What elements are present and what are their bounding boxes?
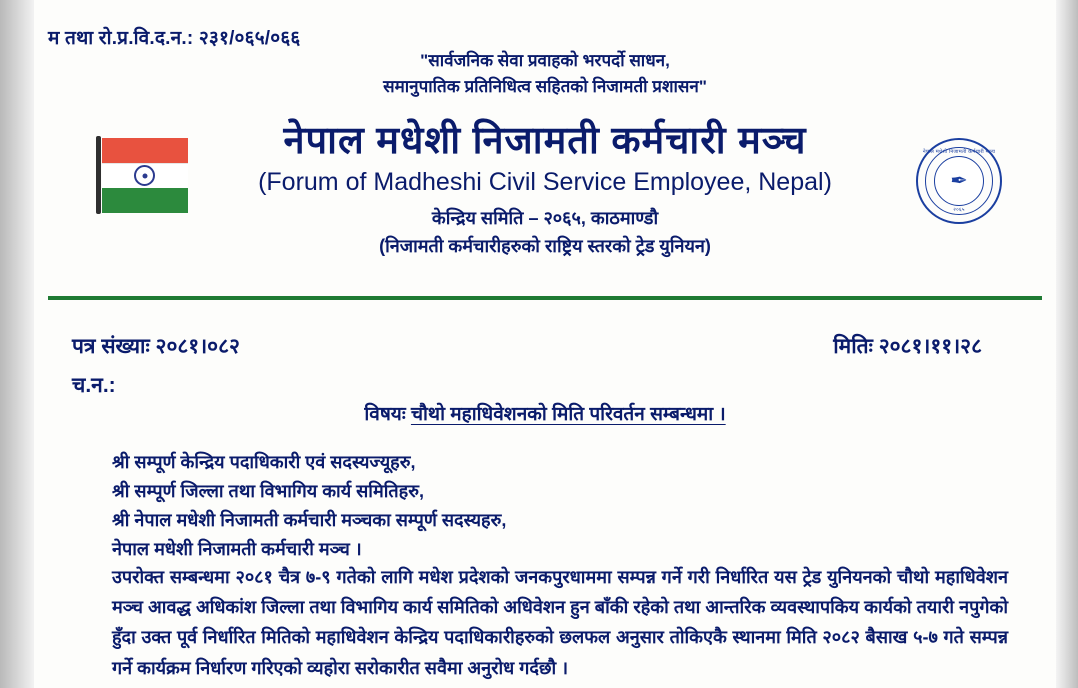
organization-titles — [184, 120, 906, 258]
seal-top-text: नेपाल मधेशी निजामती कर्मचारी मञ्च — [922, 149, 996, 155]
subject-text: चौथो महाधिवेशनको मिति परिवर्तन सम्बन्धमा । — [410, 404, 726, 425]
slogan — [34, 48, 1056, 101]
organization-name-english: (Forum of Madheshi Civil Service Employee, Nepal) — [258, 167, 832, 196]
chalani-number-label: च.न.: — [72, 374, 116, 397]
letter-number-value: २०८१।०८२ — [155, 335, 240, 358]
flag-pole — [96, 136, 101, 214]
letter-body — [112, 562, 1008, 683]
organization-committee-line: केन्द्रिय समिति – २०६५, काठमाण्डौ — [431, 207, 659, 228]
registration-code: म तथा रो.प्र.वि.द.न.: २३१/०६५/०६६ — [48, 28, 301, 49]
seal-glyph-icon: ✒ — [950, 169, 968, 193]
letter-date-label: मितिः — [833, 335, 873, 358]
letter-number-label: पत्र संख्याः — [72, 335, 150, 358]
letter-date — [833, 332, 982, 360]
flag-band-green — [102, 188, 188, 213]
addressee-block — [112, 448, 506, 565]
letter-sheet — [34, 0, 1056, 688]
body-paragraph: उपरोक्त सम्बन्धमा २०८१ चैत्र ७-९ गतेको लागि मधेश प्रदेशको जनकपुरधाममा सम्पन्न गर्ने गरी निर्धारित यस ट्रेड युनियनको चौथो महाधिवेशन मञ्च आवद्ध अधिकांश जिल्ला तथा विभागिय कार्य समितिको अधिवेशन हुन बाँकी रहेको तथा आन्तरिक व्यवस्थापकिय कार्यको तयारी नपुगेको हुँदा उक्त पूर्व निर्धारित मितिको महाधिवेशन केन्द्रिय पदाधिकारीहरुको छलफल अनुसार तोकिएकै स्थानमा मिति २०८२ बैसाख ५-७ गते सम्पन्न गर्ने कार्यक्रम निर्धारण गरिएको व्यहोरा सरोकारीत सवैमा अनुरोध गर्दछौ । — [112, 567, 1008, 678]
slogan-line-1: "सार्वजनिक सेवा प्रवाहको भरपर्दो साधन, — [420, 51, 670, 70]
letter-date-value: २०८१।११।२८ — [878, 335, 982, 358]
addressee-line: नेपाल मधेशी निजामती कर्मचारी मञ्च । — [112, 539, 362, 560]
official-seal-icon — [916, 138, 1002, 224]
flag-chakra-icon — [134, 165, 155, 186]
scan-edge-right — [1056, 0, 1078, 688]
slogan-line-2: समानुपातिक प्रतिनिधित्व सहितको निजामती प्रशासन" — [383, 77, 707, 97]
flag-band-saffron — [102, 138, 188, 163]
chalani-number — [72, 371, 116, 399]
addressee-line: श्री नेपाल मधेशी निजामती कर्मचारी मञ्चका सम्पूर्ण सदस्यहरु, — [112, 510, 507, 531]
subject-label: विषयः — [364, 404, 406, 425]
scan-edge-left — [0, 0, 34, 688]
addressee-line: श्री सम्पूर्ण केन्द्रिय पदाधिकारी एवं सदस्यज्यूहरु, — [112, 452, 416, 472]
letter-number — [72, 332, 240, 360]
organization-union-line: (निजामती कर्मचारीहरुको राष्ट्रिय स्तरको ट्रेड युनियन) — [379, 235, 711, 256]
addressee-line: श्री सम्पूर्ण जिल्ला तथा विभागिय कार्य समितिहरु, — [112, 481, 424, 502]
seal-bottom-text: २०६५ — [953, 207, 965, 213]
organization-name-nepali: नेपाल मधेशी निजामती कर्मचारी मञ्च — [283, 120, 807, 162]
letterhead-row — [34, 120, 1056, 256]
header-divider — [48, 296, 1042, 300]
organization-flag-icon — [96, 136, 188, 214]
subject-line — [34, 400, 1056, 426]
